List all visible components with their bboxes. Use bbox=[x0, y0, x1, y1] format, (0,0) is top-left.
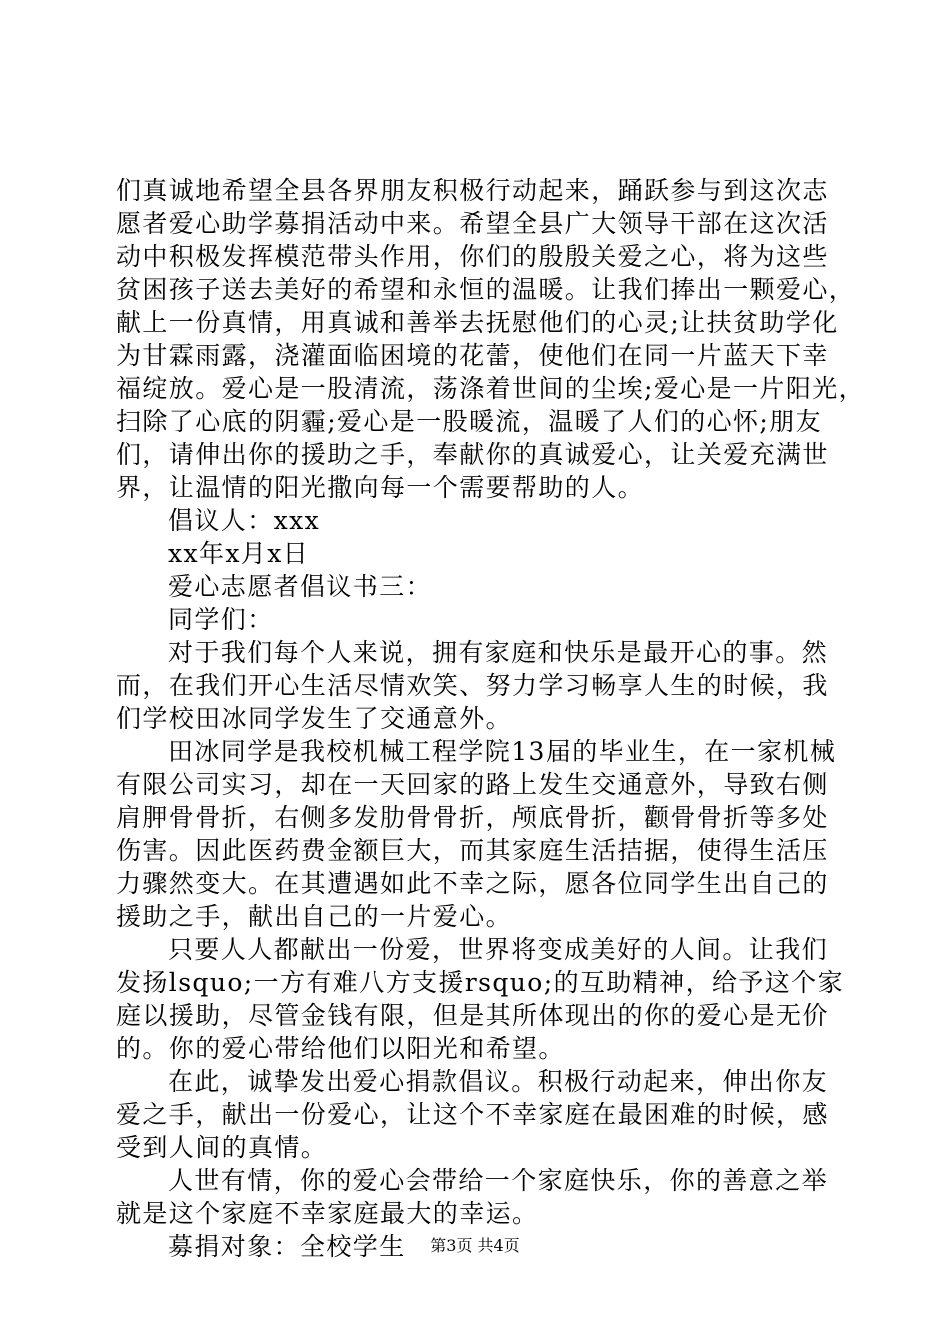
text-line: 只要人人都献出一份爱，世界将变成美好的人间。让我们 bbox=[168, 935, 829, 964]
document-body bbox=[116, 174, 866, 1263]
text-line: 爱之手，献出一份爱心，让这个不幸家庭在最困难的时候，感 bbox=[116, 1100, 829, 1129]
text-line: 伤害。因此医药费金额巨大，而其家庭生活拮据，使得生活压 bbox=[116, 836, 829, 865]
text-line: 们真诚地希望全县各界朋友积极行动起来，踊跃参与到这次志 bbox=[116, 176, 829, 205]
text-line: 的。你的爱心带给他们以阳光和希望。 bbox=[116, 1034, 565, 1063]
text-line: 福绽放。爱心是一股清流，荡涤着世间的尘埃;爱心是一片阳光， bbox=[116, 374, 866, 403]
text-line: 对于我们每个人来说，拥有家庭和快乐是最开心的事。然 bbox=[168, 638, 829, 667]
text-line: 就是这个家庭不幸家庭最大的幸运。 bbox=[116, 1199, 539, 1228]
text-line: 同学们： bbox=[168, 605, 274, 634]
text-line: 田冰同学是我校机械工程学院13届的毕业生，在一家机械 bbox=[168, 737, 837, 766]
text-line: 献上一份真情，用真诚和善举去抚慰他们的心灵;让扶贫助学化 bbox=[116, 308, 839, 337]
text-line: 倡议人：xxx bbox=[168, 506, 321, 535]
text-line: 而，在我们开心生活尽情欢笑、努力学习畅享人生的时候，我 bbox=[116, 671, 829, 700]
text-line: 庭以援助，尽管金钱有限，但是其所体现出的你的爱心是无价 bbox=[116, 1001, 829, 1030]
text-line: 为甘霖雨露，浇灌面临困境的花蕾，使他们在同一片蓝天下幸 bbox=[116, 341, 829, 370]
text-line: 愿者爱心助学募捐活动中来。希望全县广大领导干部在这次活 bbox=[116, 209, 829, 238]
text-line: 援助之手，献出自己的一片爱心。 bbox=[116, 902, 513, 931]
text-line: 有限公司实习，却在一天回家的路上发生交通意外，导致右侧 bbox=[116, 770, 829, 799]
text-line: 们学校田冰同学发生了交通意外。 bbox=[116, 704, 513, 733]
text-line: 肩胛骨骨折，右侧多发肋骨骨折，颅底骨折，颧骨骨折等多处 bbox=[116, 803, 829, 832]
text-line: 发扬lsquo;一方有难八方支援rsquo;的互助精神，给予这个家 bbox=[116, 968, 844, 997]
text-line: 界，让温情的阳光撒向每一个需要帮助的人。 bbox=[116, 473, 645, 502]
text-line: 动中积极发挥模范带头作用，你们的殷殷关爱之心，将为这些 bbox=[116, 242, 829, 271]
text-line: 爱心志愿者倡议书三： bbox=[168, 572, 433, 601]
text-line: 们，请伸出你的援助之手，奉献你的真诚爱心，让关爱充满世 bbox=[116, 440, 829, 469]
text-line: 扫除了心底的阴霾;爱心是一股暖流，温暖了人们的心怀;朋友 bbox=[116, 407, 823, 436]
text-line: 在此，诚挚发出爱心捐款倡议。积极行动起来，伸出你友 bbox=[168, 1067, 829, 1096]
text-line: 贫困孩子送去美好的希望和永恒的温暖。让我们捧出一颗爱心， bbox=[116, 275, 856, 304]
text-line: 受到人间的真情。 bbox=[116, 1133, 328, 1162]
text-line: xx年x月x日 bbox=[168, 539, 310, 568]
page-footer: 第3页 共4页 bbox=[430, 1236, 520, 1255]
text-line: 力骤然变大。在其遭遇如此不幸之际，愿各位同学生出自己的 bbox=[116, 869, 829, 898]
text-line: 人世有情，你的爱心会带给一个家庭快乐，你的善意之举 bbox=[168, 1166, 829, 1195]
text-line: 募捐对象：全校学生 bbox=[168, 1232, 406, 1261]
